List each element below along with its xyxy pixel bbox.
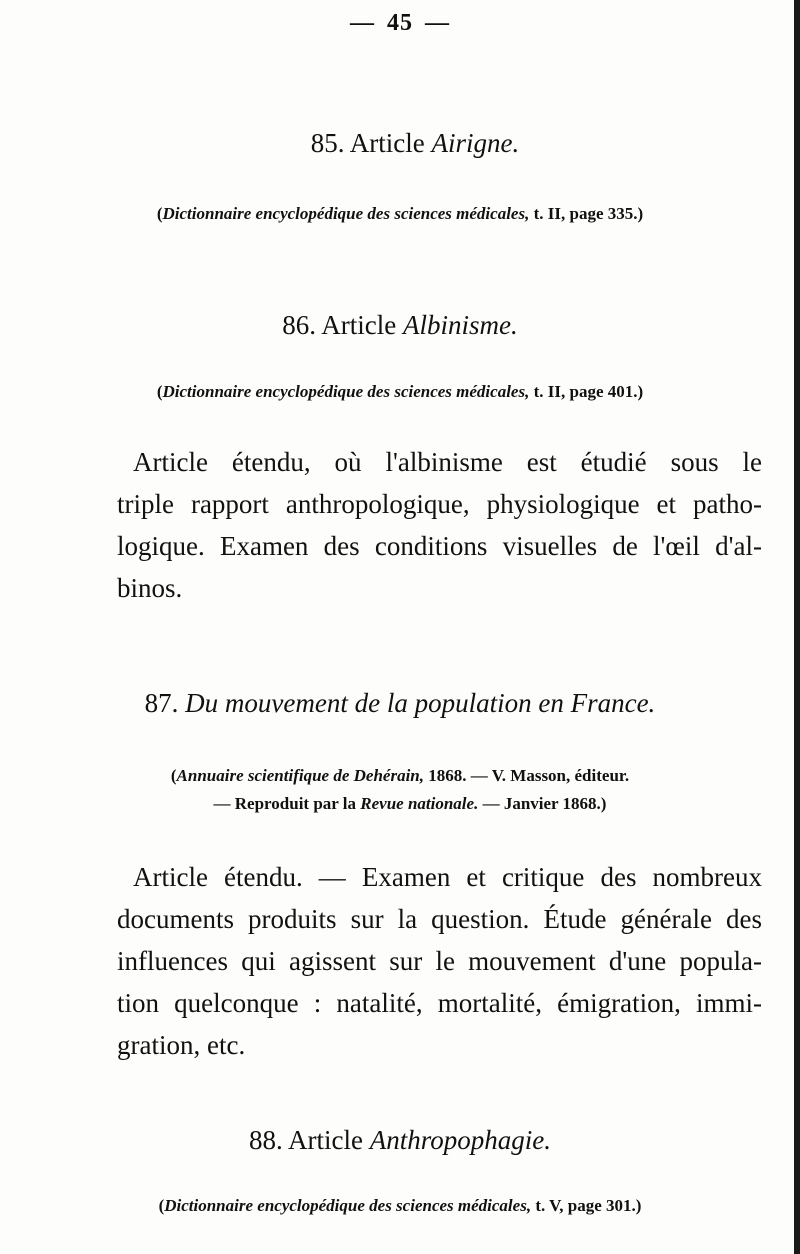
entry-86-description: Article étendu, où l'albinisme est étudié sous le triple rapport anthropologique, physiologique et patho- logique. Examen des conditions visuelles de l'œil d'al- binos.	[117, 447, 762, 603]
entry-87-reference-line-1: (Annuaire scientifique de Dehérain, 1868. — V. Masson, éditeur.	[170, 766, 630, 785]
entry-87-reference-line-2: — Reproduit par la Revue nationale. — Janvier 1868.)	[213, 794, 607, 813]
entry-88-reference: (Dictionnaire encyclopédique des sciences médicales, t. V, page 301.)	[158, 1196, 642, 1215]
entry-85-reference: (Dictionnaire encyclopédique des sciences médicales, t. II, page 335.)	[156, 204, 644, 223]
entry-87-title: 87. Du mouvement de la population en France.	[144, 688, 656, 718]
entry-86-reference: (Dictionnaire encyclopédique des sciences médicales, t. II, page 401.)	[156, 382, 644, 401]
entry-85-title: 85. Article Airigne.	[310, 128, 520, 158]
entry-86-title: 86. Article Albinisme.	[282, 310, 518, 340]
entry-87-description: Article étendu. — Examen et critique des nombreux documents produits sur la question. Étude générale des influences qui agissent sur le mouvement d'une popula- tion quelconque : natalité, mortalité, émigration, immi- gration, etc.	[117, 862, 762, 1060]
page-number: — 45 —	[350, 10, 450, 36]
entry-88-title: 88. Article Anthropophagie.	[249, 1125, 551, 1155]
